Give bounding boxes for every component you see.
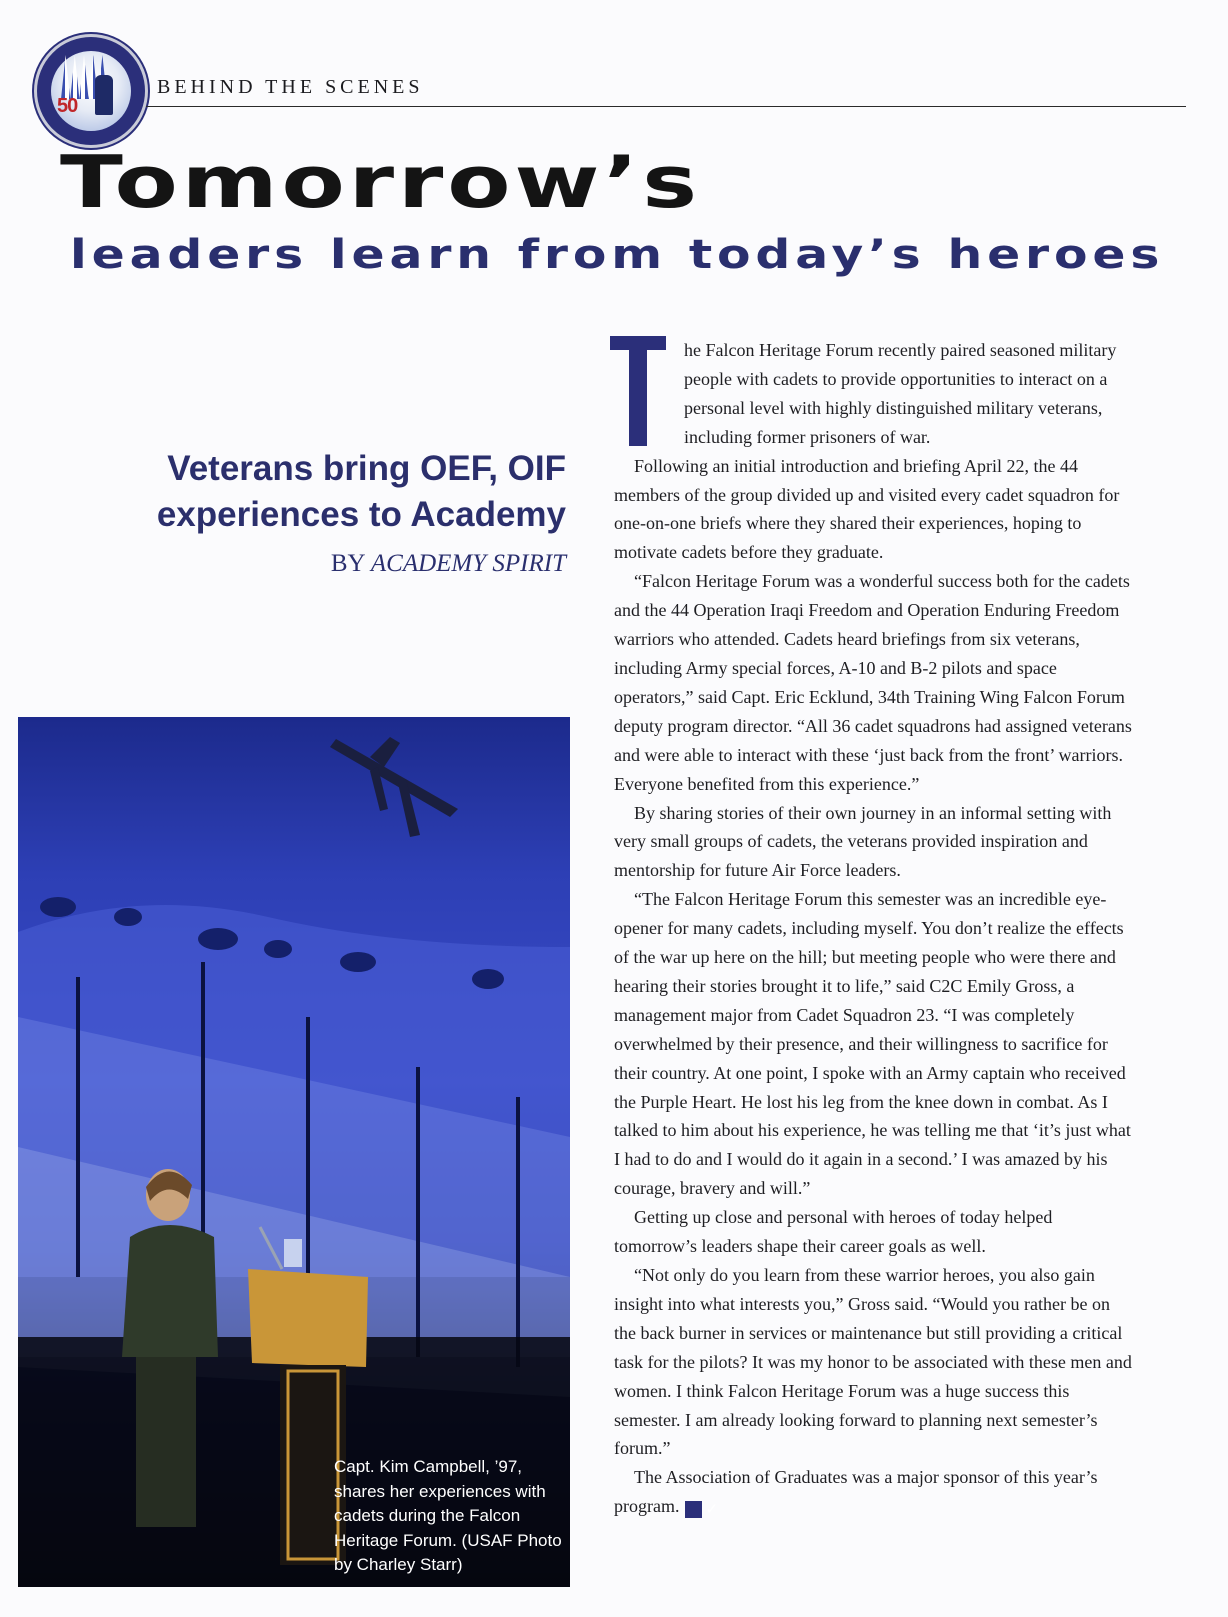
article-paragraph-last <box>614 1463 1136 1521</box>
article-paragraph: Following an initial introduction and briefing April 22, the 44 members of the group divided up and visited every cadet squadron for one-on-one briefs where they shared their experiences, hoping to motivate cadets before they graduate. <box>614 455 1120 563</box>
section-kicker: BEHIND THE SCENES <box>157 76 424 98</box>
subheadline-line-1: Veterans bring OEF, OIF <box>167 449 566 488</box>
subheadline <box>86 446 566 538</box>
article-paragraph <box>614 336 1136 452</box>
article-paragraph: “Not only do you learn from these warrior heroes, you also gain insight into what interests you,” Gross said. “Would you rather be on the back burner in services or maintenance but still providing a critical task for the pilots? It was my honor to be associated with these men and women. I think Falcon Heritage Forum was a huge success this semester. I am already looking forward to planning next semester’s forum.” <box>614 1265 1132 1459</box>
seal-fifty-label: 50 <box>57 95 78 117</box>
byline <box>86 550 566 578</box>
article-paragraph-text: he Falcon Heritage Forum recently paired seasoned military people with cadets to provide opportunities to interact on a personal level with highly distinguished military veterans, including former prisoners of war. <box>684 340 1117 447</box>
speaker-photo <box>18 717 570 1587</box>
article-paragraph: “The Falcon Heritage Forum this semester was an incredible eye-opener for many cadets, including myself. You don’t realize the effects of the war up here on the hill; but meeting people who were there and hearing their stories brought it to life,” said C2C Emily Gross, a management major from Cadet Squadron 23. “I was completely overwhelmed by their presence, and their willingness to sacrifice for their country. At one point, I spoke with an Army captain who received the Purple Heart. He lost his leg from the knee down in combat. As I talked to him about his experience, he was telling me that ‘it’s just what I had to do and I would do it again in a second.’ I was amazed by his courage, bravery and will.” <box>614 889 1131 1199</box>
headline-secondary: leaders learn from today’s heroes <box>70 232 1165 278</box>
byline-author: ACADEMY SPIRIT <box>370 550 566 577</box>
article-paragraph: Getting up close and personal with heroes of today helped tomorrow’s leaders shape their career goals as well. <box>614 1207 1053 1257</box>
falcon-figure-icon <box>95 75 113 115</box>
drop-cap <box>610 336 666 446</box>
article-paragraph: By sharing stories of their own journey in an informal setting with very small groups of cadets, the veterans provided inspiration and mentorship for future Air Force leaders. <box>614 802 1112 881</box>
headline-main: Tomorrow’s <box>60 140 701 224</box>
subheadline-line-2: experiences to Academy <box>156 495 566 534</box>
byline-prefix: BY <box>330 550 365 577</box>
article-paragraph-text: The Association of Graduates was a major sponsor of this year’s program. <box>614 1467 1098 1517</box>
photo-caption: Capt. Kim Campbell, ’97, shares her experiences with cadets during the Falcon Heritage Forum. (USAF Photo by Charley Starr) <box>334 1457 562 1574</box>
checkmark-box-icon: ✓ <box>685 1501 702 1518</box>
article-paragraph: “Falcon Heritage Forum was a wonderful success both for the cadets and the 44 Operation Iraqi Freedom and Operation Enduring Freedom warriors who attended. Cadets heard briefings from six veterans, including Army special forces, A-10 and B-2 pilots and space operators,” said Capt. Eric Ecklund, 34th Training Wing Falcon Forum deputy program director. “All 36 cadet squadrons had assigned veterans and were able to interact with these ‘just back from the front’ warriors. Everyone benefited from this experience.” <box>614 571 1132 794</box>
academy-50-years-seal <box>34 34 148 148</box>
article-body <box>614 336 1136 1521</box>
header-rule <box>146 106 1186 107</box>
